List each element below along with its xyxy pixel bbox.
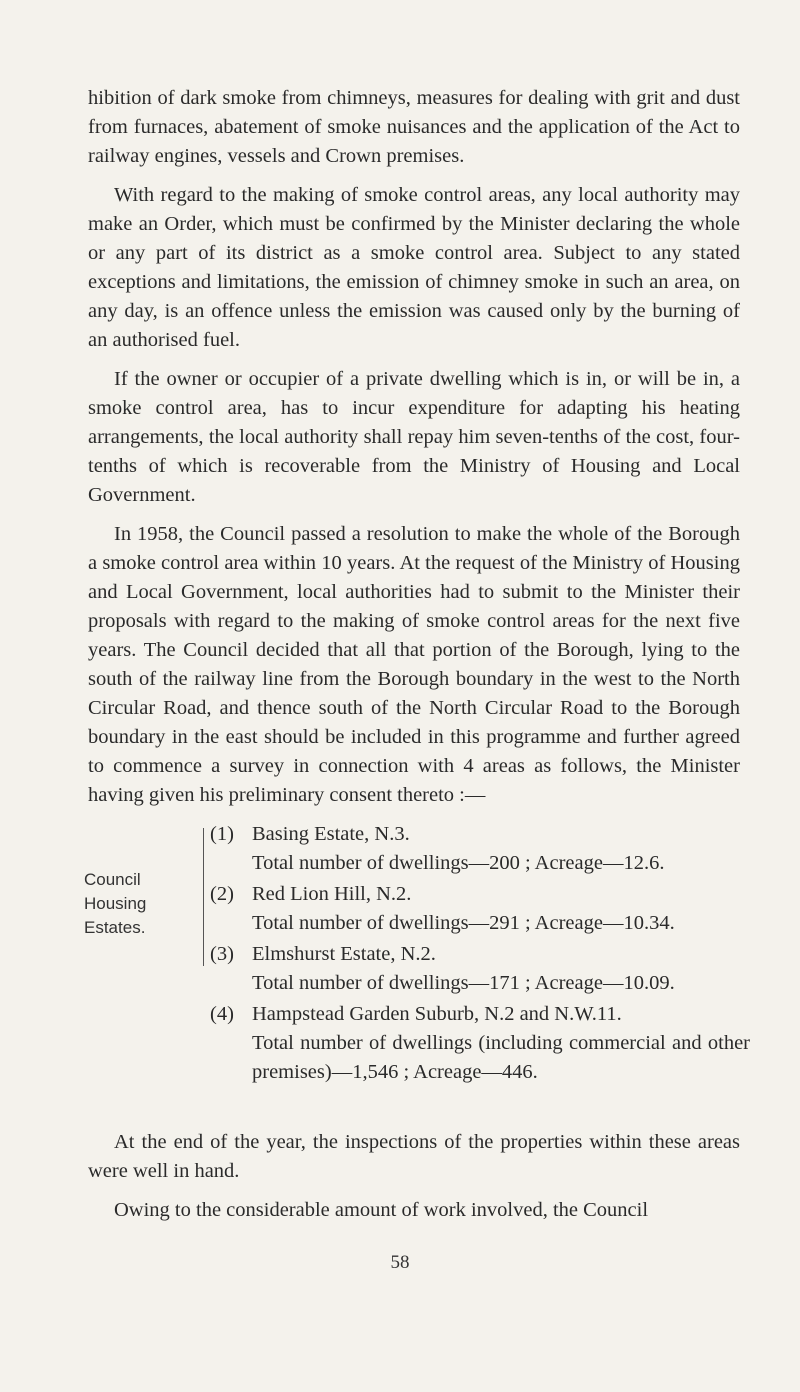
paragraph: If the owner or occupier of a private dwelling which is in, or will be in, a smoke control area, has to incur expenditure for adapting his heating arrangements, the local authority shall repay him seven-tenths of the cost, four-tenths of which is recoverable from the Ministry of Housing and Local Government. xyxy=(88,368,740,506)
area-item xyxy=(210,1000,750,1087)
smoke-control-areas-list xyxy=(84,820,750,1120)
area-name: Elmshurst Estate, N.2. xyxy=(252,943,436,965)
side-label-line: Housing xyxy=(84,894,147,913)
paragraph: Owing to the considerable amount of work involved, the Council xyxy=(114,1199,649,1221)
area-name: Basing Estate, N.3. xyxy=(252,823,410,845)
paragraph: At the end of the year, the inspections of the properties within these areas were well in hand. xyxy=(88,1131,740,1182)
side-label-line: Estates. xyxy=(84,918,146,937)
area-details: Total number of dwellings—291 ; Acreage—10.34. xyxy=(252,912,675,934)
body-text xyxy=(84,84,750,1235)
side-label-line: Council xyxy=(84,870,141,889)
paragraph: hibition of dark smoke from chimneys, measures for dealing with grit and dust from furnaces, abatement of smoke nuisances and the application of the Act to railway engines, vessels and Crown premises. xyxy=(88,87,740,167)
area-name: Hampstead Garden Suburb, N.2 and N.W.11. xyxy=(252,1003,622,1025)
area-name: Red Lion Hill, N.2. xyxy=(252,883,412,905)
area-number: (3) xyxy=(210,943,234,965)
area-details: Total number of dwellings—171 ; Acreage—10.09. xyxy=(252,972,675,994)
area-item xyxy=(210,880,750,938)
area-item xyxy=(210,940,750,998)
area-item xyxy=(210,820,750,878)
area-number: (1) xyxy=(210,823,234,845)
area-details: Total number of dwellings (including commercial and other premises)—1,546 ; Acreage—446. xyxy=(252,1032,750,1083)
page-number: 58 xyxy=(390,1252,410,1273)
area-details: Total number of dwellings—200 ; Acreage—12.6. xyxy=(252,852,665,874)
paragraph: In 1958, the Council passed a resolution to make the whole of the Borough a smoke control area within 10 years. At the request of the Ministry of Housing and Local Government, local authorities had to submit to the Minister their proposals with regard to the making of smoke control areas for the next five years. The Council decided that all that portion of the Borough, lying to the south of the railway line from the Borough boundary in the west to the North Circular Road, and thence south of the North Circular Road to the Borough boundary in the east should be included in this programme and further agreed to commence a survey in connection with 4 areas as follows, the Minister having given his preliminary consent thereto :— xyxy=(88,523,740,806)
paragraph: With regard to the making of smoke control areas, any local authority may make an Order, which must be confirmed by the Minister declaring the whole or any part of its district as a smoke control area. Subject to any stated exceptions and limitations, the emission of chimney smoke in such an area, on any day, is an offence unless the emission was caused only by the burning of an authorised fuel. xyxy=(88,184,740,351)
area-number: (2) xyxy=(210,883,234,905)
council-housing-estates-label xyxy=(84,868,146,940)
area-number: (4) xyxy=(210,1003,234,1025)
bracket-line xyxy=(203,828,206,966)
